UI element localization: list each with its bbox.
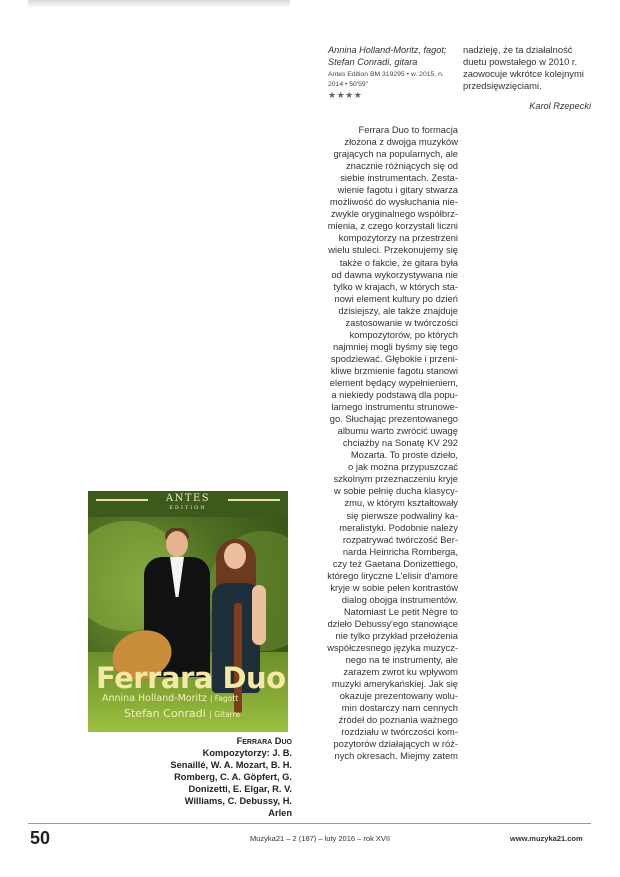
rating-stars: ★★★★ [328, 90, 363, 100]
album-cover [88, 491, 288, 732]
body-line: chciażby na Sonatę KV 292 [342, 437, 458, 449]
body-line: złożona z dwojga muzyków [344, 136, 458, 148]
footer-rule [28, 823, 591, 824]
body-line: znacznie różniących się od [345, 160, 458, 172]
body-line: szkolnym przeznaczeniu kryje [333, 473, 458, 485]
publisher-name: ANTES [165, 493, 211, 504]
body-line: zarazem zwrot ku wpływom [343, 666, 458, 678]
body-line: Natomiast Le petit Nègre to [343, 605, 458, 617]
body-line: czy też Gaetana Donizettiego, [332, 557, 458, 569]
body-line: nadzieję, że ta działalność [463, 44, 573, 55]
body-line: zastosowanie w twórczości [345, 316, 458, 328]
edition-info [328, 70, 458, 90]
edition-line-2: 2014 • 50'59" [328, 81, 369, 88]
body-line: larnego instrumentu strunowe- [331, 401, 458, 413]
body-line: współczesnego języka muzycz- [327, 642, 458, 654]
body-line: zmu, w którym kształtowały [344, 497, 458, 509]
body-line: w sobie pełnię ducha klasycy- [333, 485, 458, 497]
body-line: także o fakcie, że gitara była [339, 256, 458, 268]
body-line: nowi element kultury po dzień [334, 292, 458, 304]
body-line: wienie fagotu i gitary stwarza [337, 184, 458, 196]
edition-line-1: Antes Edition BM 319295 • w. 2015, n. [328, 71, 444, 78]
body-line: kryje w sobie pełen kontrastów [330, 581, 458, 593]
review-body-continuation [463, 44, 591, 92]
body-line: się pierwsze podwaliny ka- [346, 509, 458, 521]
body-line: min dostarczy nam cennych [341, 702, 458, 714]
scan-edge-shadow [28, 0, 290, 8]
body-line: narda Heinricha Romberga, [342, 545, 458, 557]
body-line: zwykle oryginalnego współbrz- [330, 208, 458, 220]
body-line: rozdziału w twórczości kom- [341, 726, 458, 738]
body-line: a niekiedy podstawą dla popu- [331, 389, 458, 401]
author-signature: Karol Rzepecki [529, 101, 591, 112]
body-line: rozpatrywać twórczość Ber- [342, 533, 458, 545]
review-header [328, 44, 458, 101]
body-line: spodziewać. Głębokie i przeni- [330, 352, 458, 364]
body-line: siebie instrumentach. Zesta- [340, 172, 458, 184]
body-line: wielu stuleci. Przekonujemy się [328, 244, 458, 256]
body-line: okazuje prezentowany wolu- [339, 690, 458, 702]
body-line: którego liryczne L'elisir d'amore [327, 569, 458, 581]
body-line: grających na popularnych, ale [333, 148, 458, 160]
body-line: duetu powstałego w 2010 r. [463, 56, 578, 68]
page-number: 50 [30, 828, 51, 848]
body-line: nie tylko przykład przełożenia [335, 629, 458, 641]
review-body-right-column [463, 44, 591, 112]
body-line: najmniej mogli byśmy się tego [332, 340, 458, 352]
body-line: dzisiejszy, ale także znajduje [338, 304, 458, 316]
body-line: przedsięwzięciami. [463, 80, 542, 92]
body-line: mienia, z czego korzystali liczni [327, 220, 458, 232]
body-line: źródeł do poznania ważnego [338, 714, 458, 726]
body-line: zaowocuje wkrótce kolejnymi [463, 68, 584, 80]
cover-performer-2: Stefan Conradi | Gitarre [124, 707, 241, 720]
caption-composers: Kompozytorzy: J. B. Senaillé, W. A. Mozart, B. H. Romberg, C. A. Göpfert, G. Donizetti, E. Elgar, R. V. Williams, C. Debussy, H. Arlen [170, 748, 292, 818]
artist-line-1: Annina Holland-Moritz, fagot; [328, 45, 447, 55]
body-line: tylko w krajach, w których sta- [333, 280, 458, 292]
body-line: pozytorów działających w róż- [333, 738, 458, 750]
body-line: Mozarta. To proste dzieło, [350, 449, 458, 461]
body-line: dialog obojga instrumentów. [341, 593, 458, 605]
body-line: albumu warto zwrócić uwagę [337, 425, 458, 437]
body-line: kompozytorzy na przestrzeni [338, 232, 458, 244]
body-line: Ferrara Duo to formacja [358, 124, 458, 135]
body-line: o jak można przypuszczać [348, 461, 458, 473]
body-line: nych okresach. Miejmy zatem [334, 750, 458, 762]
body-line: nego na te instrumenty, ale [345, 654, 458, 666]
body-line: możliwość do wysłuchania nie- [329, 196, 458, 208]
site-url: www.muzyka21.com [510, 834, 583, 843]
cover-performer-1: Annina Holland-Moritz | Fagott [102, 693, 239, 704]
review-artists [328, 44, 458, 68]
album-caption [170, 735, 292, 819]
body-line: muzyki amerykańskiej. Jak się [331, 678, 458, 690]
body-line: od dawna wykorzystywana nie [331, 268, 458, 280]
publisher-subtitle: EDITION [169, 505, 207, 511]
publisher-banner [88, 491, 288, 517]
body-line: kliwe brzmienie fagotu stanowi [330, 364, 458, 376]
caption-title: Ferrara Duo [236, 736, 292, 746]
body-line: meralistyki. Podobnie należy [339, 521, 458, 533]
body-line: dzieło Debussy'ego stanowiące [327, 617, 458, 629]
issue-info: Muzyka21 – 2 (187) – luty 2016 – rok XVII [250, 834, 391, 843]
cover-title: Ferrara Duo [96, 661, 286, 695]
body-line: kompozytorów, po których [349, 328, 458, 340]
artist-line-2: Stefan Conradi, gitara [328, 57, 418, 67]
body-line: element będący wypełnieniem, [329, 376, 458, 388]
review-body-left-column [291, 124, 458, 762]
body-line: go. Słuchając prezentowanego [329, 413, 458, 425]
